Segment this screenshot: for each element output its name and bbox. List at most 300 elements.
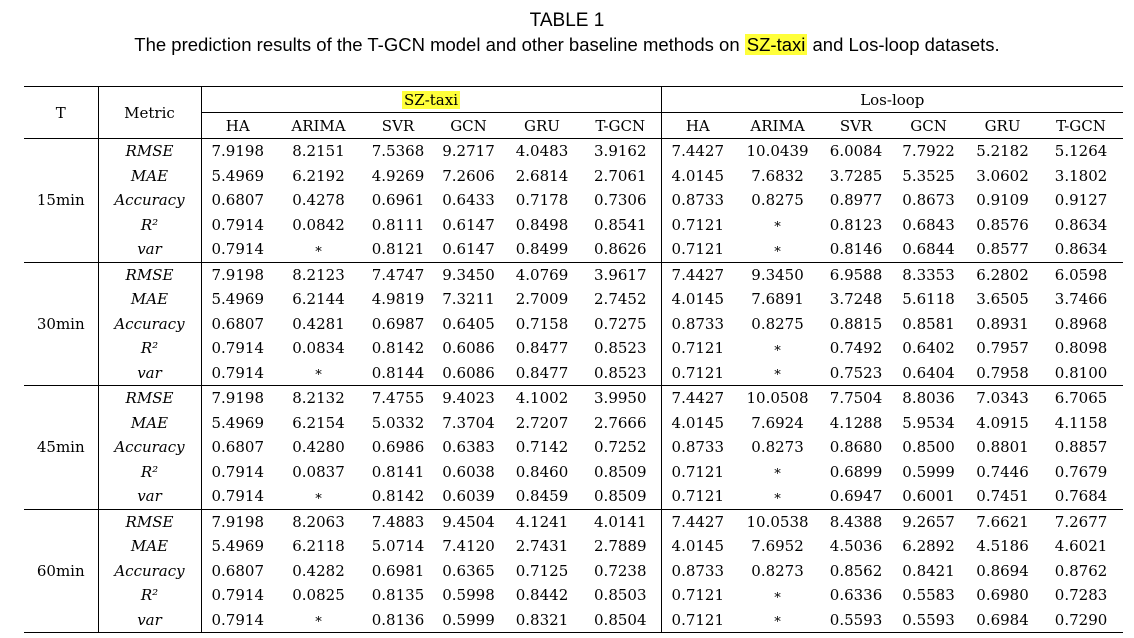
value-cell: 0.6038 xyxy=(442,462,495,481)
value-cell: 0.7125 xyxy=(515,561,569,580)
value-cell: 0.8968 xyxy=(1054,314,1108,333)
table-row xyxy=(24,188,1123,213)
value-cell: 10.0538 xyxy=(734,509,821,534)
value-cell: 0.7914 xyxy=(211,215,264,234)
value-cell: 0.6807 xyxy=(211,438,264,457)
table-row xyxy=(24,287,1123,312)
value-cell: 2.7207 xyxy=(515,413,569,432)
value-cell: 0.7121 xyxy=(661,237,734,262)
value-cell: 0.8141 xyxy=(371,462,425,481)
metric-cell: MAE xyxy=(98,287,201,312)
value-cell: 0.7451 xyxy=(966,484,1039,509)
value-cell: 0.7142 xyxy=(515,438,569,457)
value-cell: 0.8500 xyxy=(902,438,955,457)
value-cell: 0.0837 xyxy=(292,462,345,481)
value-cell: ∗ xyxy=(274,361,363,386)
value-cell: 9.3450 xyxy=(734,262,821,287)
value-cell: 7.6832 xyxy=(751,166,804,185)
value-cell: 0.7158 xyxy=(515,314,569,333)
value-cell: 2.7431 xyxy=(515,537,569,556)
sz-taxi-highlight: SZ-taxi xyxy=(404,90,459,109)
value-cell: 0.8801 xyxy=(976,438,1029,457)
value-cell: 5.0332 xyxy=(371,413,425,432)
table-row xyxy=(24,608,1123,633)
metric-cell: RMSE xyxy=(98,139,201,164)
value-cell: 4.9269 xyxy=(371,166,425,185)
value-cell: 2.7061 xyxy=(580,164,661,189)
value-cell: 0.8680 xyxy=(829,438,883,457)
results-table xyxy=(24,86,1123,633)
value-cell: 4.0145 xyxy=(671,166,725,185)
value-cell: 0.8477 xyxy=(504,361,580,386)
value-cell: 0.7121 xyxy=(671,339,725,358)
value-cell: 8.4388 xyxy=(821,509,891,534)
table-row xyxy=(24,139,1123,164)
time-horizon-cell: 60min xyxy=(24,509,98,633)
value-cell: 0.8136 xyxy=(363,608,433,633)
value-cell: 0.8142 xyxy=(371,339,425,358)
value-cell: 5.4969 xyxy=(211,166,264,185)
value-cell: 5.1264 xyxy=(1039,139,1123,164)
value-cell: 0.8499 xyxy=(504,237,580,262)
value-cell: 0.6981 xyxy=(371,561,425,580)
metric-cell: R² xyxy=(98,213,201,238)
value-cell: 0.6961 xyxy=(371,191,425,210)
value-cell: 0.7684 xyxy=(1039,484,1123,509)
method-header: HA xyxy=(661,113,734,139)
value-cell: 9.3450 xyxy=(433,262,504,287)
table-row xyxy=(24,484,1123,509)
value-cell: 0.7914 xyxy=(201,484,274,509)
value-cell: 0.7914 xyxy=(211,339,264,358)
value-cell: 6.0598 xyxy=(1039,262,1123,287)
value-cell: 6.9588 xyxy=(821,262,891,287)
value-cell: 0.6402 xyxy=(902,339,955,358)
value-cell: 7.9198 xyxy=(201,509,274,534)
results-body xyxy=(24,139,1123,633)
value-cell: 6.2892 xyxy=(902,537,955,556)
time-horizon-cell: 30min xyxy=(24,262,98,386)
value-cell: 0.7957 xyxy=(976,339,1029,358)
value-cell: 7.9198 xyxy=(201,386,274,411)
value-cell: 0.8098 xyxy=(1054,339,1108,358)
metric-cell: Accuracy xyxy=(98,188,201,213)
value-cell: 0.0825 xyxy=(292,586,345,605)
metric-cell: R² xyxy=(98,460,201,485)
value-cell: 8.2123 xyxy=(274,262,363,287)
value-cell: 6.2154 xyxy=(292,413,345,432)
table-row xyxy=(24,559,1123,584)
table-row xyxy=(24,336,1123,361)
value-cell: 4.0141 xyxy=(580,509,661,534)
value-cell: 4.0145 xyxy=(671,413,725,432)
method-header: GCN xyxy=(891,113,966,139)
value-cell: 6.7065 xyxy=(1039,386,1123,411)
value-cell: 0.8121 xyxy=(363,237,433,262)
value-cell: 3.1802 xyxy=(1054,166,1108,185)
value-cell: 7.6952 xyxy=(751,537,804,556)
method-header: ARIMA xyxy=(274,113,363,139)
value-cell: 7.9198 xyxy=(201,262,274,287)
value-cell: 4.0915 xyxy=(976,413,1029,432)
value-cell: 0.8815 xyxy=(829,314,883,333)
value-cell: 0.8123 xyxy=(829,215,883,234)
value-cell: 7.7922 xyxy=(891,139,966,164)
table-row xyxy=(24,583,1123,608)
value-cell: ∗ xyxy=(274,608,363,633)
value-cell: 0.7238 xyxy=(580,559,661,584)
value-cell: ∗ xyxy=(773,340,782,356)
value-cell: 0.8576 xyxy=(976,215,1029,234)
value-cell: 7.4883 xyxy=(363,509,433,534)
value-cell: 0.6987 xyxy=(371,314,425,333)
value-cell: 7.0343 xyxy=(966,386,1039,411)
value-cell: 2.7889 xyxy=(580,534,661,559)
value-cell: 0.8626 xyxy=(580,237,661,262)
dataset-header-sz-taxi xyxy=(201,87,661,113)
value-cell: 4.1241 xyxy=(504,509,580,534)
value-cell: 0.8509 xyxy=(580,460,661,485)
value-cell: 3.0602 xyxy=(976,166,1029,185)
value-cell: 0.6039 xyxy=(433,484,504,509)
value-cell: 0.6365 xyxy=(442,561,495,580)
value-cell: 0.8733 xyxy=(671,314,725,333)
value-cell: 2.7666 xyxy=(580,411,661,436)
value-cell: 0.6844 xyxy=(891,237,966,262)
value-cell: 0.8977 xyxy=(829,191,883,210)
value-cell: 10.0439 xyxy=(734,139,821,164)
value-cell: 0.8142 xyxy=(363,484,433,509)
value-cell: 0.8273 xyxy=(751,438,804,457)
value-cell: 4.5036 xyxy=(829,537,883,556)
value-cell: 0.7121 xyxy=(671,586,725,605)
value-cell: 0.7914 xyxy=(201,361,274,386)
value-cell: 7.6891 xyxy=(751,290,804,309)
value-cell: 8.3353 xyxy=(891,262,966,287)
value-cell: 0.8733 xyxy=(671,438,725,457)
method-header: SVR xyxy=(363,113,433,139)
value-cell: 5.9534 xyxy=(902,413,955,432)
table-caption xyxy=(0,34,1134,56)
value-cell: 0.8146 xyxy=(821,237,891,262)
caption-prefix: The prediction results of the T-GCN model and other baseline methods on xyxy=(134,34,745,55)
table-row xyxy=(24,534,1123,559)
value-cell: 9.4023 xyxy=(433,386,504,411)
value-cell: 4.5186 xyxy=(976,537,1029,556)
value-cell: 0.8111 xyxy=(371,215,425,234)
value-cell: 0.8673 xyxy=(902,191,955,210)
value-cell: 0.8577 xyxy=(966,237,1039,262)
value-cell: 0.6807 xyxy=(211,191,264,210)
value-cell: 0.7914 xyxy=(201,608,274,633)
value-cell: 6.0084 xyxy=(821,139,891,164)
value-cell: 0.7914 xyxy=(211,462,264,481)
value-cell: 2.7009 xyxy=(515,290,569,309)
value-cell: 3.7248 xyxy=(829,290,883,309)
value-cell: 0.6405 xyxy=(442,314,495,333)
value-cell: 5.4969 xyxy=(211,537,264,556)
value-cell: 4.0145 xyxy=(671,290,725,309)
value-cell: 0.5999 xyxy=(433,608,504,633)
method-header: GRU xyxy=(966,113,1039,139)
value-cell: 0.7275 xyxy=(580,312,661,337)
value-cell: 0.6086 xyxy=(433,361,504,386)
value-cell: 7.3704 xyxy=(442,413,495,432)
value-cell: 7.4427 xyxy=(661,139,734,164)
value-cell: 5.2182 xyxy=(966,139,1039,164)
metric-cell: var xyxy=(98,608,201,633)
metric-cell: var xyxy=(98,237,201,262)
value-cell: 0.6336 xyxy=(829,586,883,605)
table-row xyxy=(24,509,1123,534)
value-cell: 6.2192 xyxy=(292,166,345,185)
value-cell: 0.8442 xyxy=(515,586,569,605)
header-row-datasets xyxy=(24,87,1123,113)
table-row xyxy=(24,411,1123,436)
table-title: TABLE 1 xyxy=(529,10,605,31)
method-header: SVR xyxy=(821,113,891,139)
value-cell: 0.8135 xyxy=(371,586,425,605)
table-row xyxy=(24,435,1123,460)
value-cell: 0.8857 xyxy=(1054,438,1108,457)
value-cell: 8.8036 xyxy=(891,386,966,411)
value-cell: ∗ xyxy=(734,484,821,509)
value-cell: ∗ xyxy=(734,608,821,633)
metric-header: Metric xyxy=(98,87,201,139)
value-cell: 0.7121 xyxy=(661,361,734,386)
value-cell: 0.8459 xyxy=(504,484,580,509)
value-cell: 8.2132 xyxy=(274,386,363,411)
value-cell: 7.2606 xyxy=(442,166,495,185)
value-cell: 7.5368 xyxy=(363,139,433,164)
value-cell: 7.7504 xyxy=(821,386,891,411)
value-cell: 0.0842 xyxy=(292,215,345,234)
value-cell: 0.8762 xyxy=(1054,561,1108,580)
value-cell: 0.0834 xyxy=(292,339,345,358)
value-cell: 4.0145 xyxy=(671,537,725,556)
value-cell: 0.7914 xyxy=(211,586,264,605)
metric-cell: RMSE xyxy=(98,509,201,534)
value-cell: 0.6433 xyxy=(442,191,495,210)
value-cell: 0.7178 xyxy=(515,191,569,210)
value-cell: 0.6984 xyxy=(966,608,1039,633)
table-row xyxy=(24,237,1123,262)
value-cell: 0.8477 xyxy=(515,339,569,358)
metric-cell: R² xyxy=(98,583,201,608)
value-cell: 3.9617 xyxy=(580,262,661,287)
caption-highlight: SZ-taxi xyxy=(746,34,806,55)
method-header: T-GCN xyxy=(1039,113,1123,139)
value-cell: 6.2118 xyxy=(292,537,345,556)
metric-cell: MAE xyxy=(98,411,201,436)
value-cell: 0.5593 xyxy=(821,608,891,633)
value-cell: 7.6621 xyxy=(966,509,1039,534)
method-header: GCN xyxy=(433,113,504,139)
metric-cell: MAE xyxy=(98,534,201,559)
table-row xyxy=(24,262,1123,287)
value-cell: 0.7914 xyxy=(201,237,274,262)
metric-cell: var xyxy=(98,484,201,509)
value-cell: 0.4280 xyxy=(292,438,345,457)
value-cell: 8.2151 xyxy=(274,139,363,164)
table-row xyxy=(24,460,1123,485)
value-cell: 10.0508 xyxy=(734,386,821,411)
value-cell: 7.4755 xyxy=(363,386,433,411)
value-cell: 0.8460 xyxy=(515,462,569,481)
method-header: T-GCN xyxy=(580,113,661,139)
value-cell: 0.6001 xyxy=(891,484,966,509)
value-cell: 0.8523 xyxy=(580,336,661,361)
value-cell: 9.4504 xyxy=(433,509,504,534)
value-cell: 0.5593 xyxy=(891,608,966,633)
value-cell: 3.9950 xyxy=(580,386,661,411)
method-header: GRU xyxy=(504,113,580,139)
value-cell: 3.7466 xyxy=(1054,290,1108,309)
table-row xyxy=(24,361,1123,386)
value-cell: 5.0714 xyxy=(371,537,425,556)
metric-cell: Accuracy xyxy=(98,559,201,584)
value-cell: 0.8421 xyxy=(902,561,955,580)
value-cell: 7.9198 xyxy=(201,139,274,164)
value-cell: 7.4120 xyxy=(442,537,495,556)
value-cell: 4.0483 xyxy=(504,139,580,164)
value-cell: 9.2657 xyxy=(891,509,966,534)
value-cell: 0.8275 xyxy=(751,314,804,333)
value-cell: 0.6383 xyxy=(442,438,495,457)
value-cell: ∗ xyxy=(773,587,782,603)
value-cell: 0.8541 xyxy=(580,213,661,238)
metric-cell: Accuracy xyxy=(98,435,201,460)
value-cell: 7.6924 xyxy=(751,413,804,432)
method-header: HA xyxy=(201,113,274,139)
value-cell: 0.7679 xyxy=(1054,462,1108,481)
value-cell: 0.8509 xyxy=(580,484,661,509)
table-row xyxy=(24,386,1123,411)
value-cell: 5.6118 xyxy=(902,290,955,309)
value-cell: 0.6986 xyxy=(371,438,425,457)
value-cell: 0.8273 xyxy=(751,561,804,580)
value-cell: 0.8503 xyxy=(580,583,661,608)
value-cell: 0.6147 xyxy=(433,237,504,262)
value-cell: 7.2677 xyxy=(1039,509,1123,534)
value-cell: 0.7121 xyxy=(661,608,734,633)
value-cell: 8.2063 xyxy=(274,509,363,534)
value-cell: 0.7121 xyxy=(671,462,725,481)
value-cell: 0.7446 xyxy=(976,462,1029,481)
time-horizon-cell: 45min xyxy=(24,386,98,510)
value-cell: 0.4282 xyxy=(292,561,345,580)
metric-cell: Accuracy xyxy=(98,312,201,337)
value-cell: 0.6980 xyxy=(976,586,1029,605)
time-horizon-cell: 15min xyxy=(24,139,98,263)
value-cell: 0.9127 xyxy=(1054,191,1108,210)
value-cell: 7.3211 xyxy=(442,290,495,309)
value-cell: ∗ xyxy=(734,237,821,262)
value-cell: 6.2144 xyxy=(292,290,345,309)
value-cell: 0.8694 xyxy=(976,561,1029,580)
value-cell: 0.5999 xyxy=(902,462,955,481)
value-cell: 4.0769 xyxy=(504,262,580,287)
value-cell: 4.1158 xyxy=(1054,413,1108,432)
table-row xyxy=(24,312,1123,337)
metric-cell: var xyxy=(98,361,201,386)
value-cell: 0.6807 xyxy=(211,561,264,580)
value-cell: 0.7492 xyxy=(829,339,883,358)
value-cell: ∗ xyxy=(734,361,821,386)
value-cell: 3.6505 xyxy=(976,290,1029,309)
value-cell: 0.6947 xyxy=(821,484,891,509)
value-cell: ∗ xyxy=(274,484,363,509)
value-cell: 0.4281 xyxy=(292,314,345,333)
method-header: ARIMA xyxy=(734,113,821,139)
value-cell: 0.8321 xyxy=(504,608,580,633)
value-cell: 0.5998 xyxy=(442,586,495,605)
metric-cell: RMSE xyxy=(98,386,201,411)
value-cell: 9.2717 xyxy=(433,139,504,164)
t-header: T xyxy=(24,87,98,139)
value-cell: 2.7452 xyxy=(580,287,661,312)
value-cell: 0.8634 xyxy=(1054,215,1108,234)
value-cell: 0.8931 xyxy=(976,314,1029,333)
value-cell: ∗ xyxy=(274,237,363,262)
value-cell: ∗ xyxy=(773,217,782,233)
value-cell: 7.4427 xyxy=(661,386,734,411)
value-cell: 0.8733 xyxy=(671,561,725,580)
value-cell: 0.9109 xyxy=(976,191,1029,210)
value-cell: 0.7958 xyxy=(966,361,1039,386)
value-cell: 0.7523 xyxy=(821,361,891,386)
value-cell: 0.8504 xyxy=(580,608,661,633)
value-cell: 0.6807 xyxy=(211,314,264,333)
value-cell: 2.6814 xyxy=(515,166,569,185)
value-cell: 0.8100 xyxy=(1039,361,1123,386)
value-cell: 4.6021 xyxy=(1054,537,1108,556)
value-cell: 0.8733 xyxy=(671,191,725,210)
value-cell: 0.8562 xyxy=(829,561,883,580)
value-cell: 6.2802 xyxy=(966,262,1039,287)
value-cell: 0.7121 xyxy=(671,215,725,234)
metric-cell: R² xyxy=(98,336,201,361)
value-cell: 4.9819 xyxy=(371,290,425,309)
value-cell: 7.4427 xyxy=(661,262,734,287)
value-cell: ∗ xyxy=(773,464,782,480)
value-cell: 0.6843 xyxy=(902,215,955,234)
value-cell: 0.6147 xyxy=(442,215,495,234)
metric-cell: RMSE xyxy=(98,262,201,287)
value-cell: 4.1288 xyxy=(829,413,883,432)
value-cell: 0.7306 xyxy=(580,188,661,213)
table-row xyxy=(24,164,1123,189)
value-cell: 7.4747 xyxy=(363,262,433,287)
value-cell: 0.6404 xyxy=(891,361,966,386)
value-cell: 0.5583 xyxy=(902,586,955,605)
value-cell: 0.7290 xyxy=(1039,608,1123,633)
value-cell: 7.4427 xyxy=(661,509,734,534)
value-cell: 0.8634 xyxy=(1039,237,1123,262)
caption-suffix: and Los-loop datasets. xyxy=(807,34,1000,55)
value-cell: 5.4969 xyxy=(211,413,264,432)
value-cell: 4.1002 xyxy=(504,386,580,411)
value-cell: 0.6086 xyxy=(442,339,495,358)
value-cell: 0.8498 xyxy=(515,215,569,234)
value-cell: 0.4278 xyxy=(292,191,345,210)
value-cell: 0.8275 xyxy=(751,191,804,210)
value-cell: 0.7121 xyxy=(661,484,734,509)
value-cell: 0.7283 xyxy=(1054,586,1108,605)
value-cell: 0.8523 xyxy=(580,361,661,386)
table-row xyxy=(24,213,1123,238)
value-cell: 0.7252 xyxy=(580,435,661,460)
